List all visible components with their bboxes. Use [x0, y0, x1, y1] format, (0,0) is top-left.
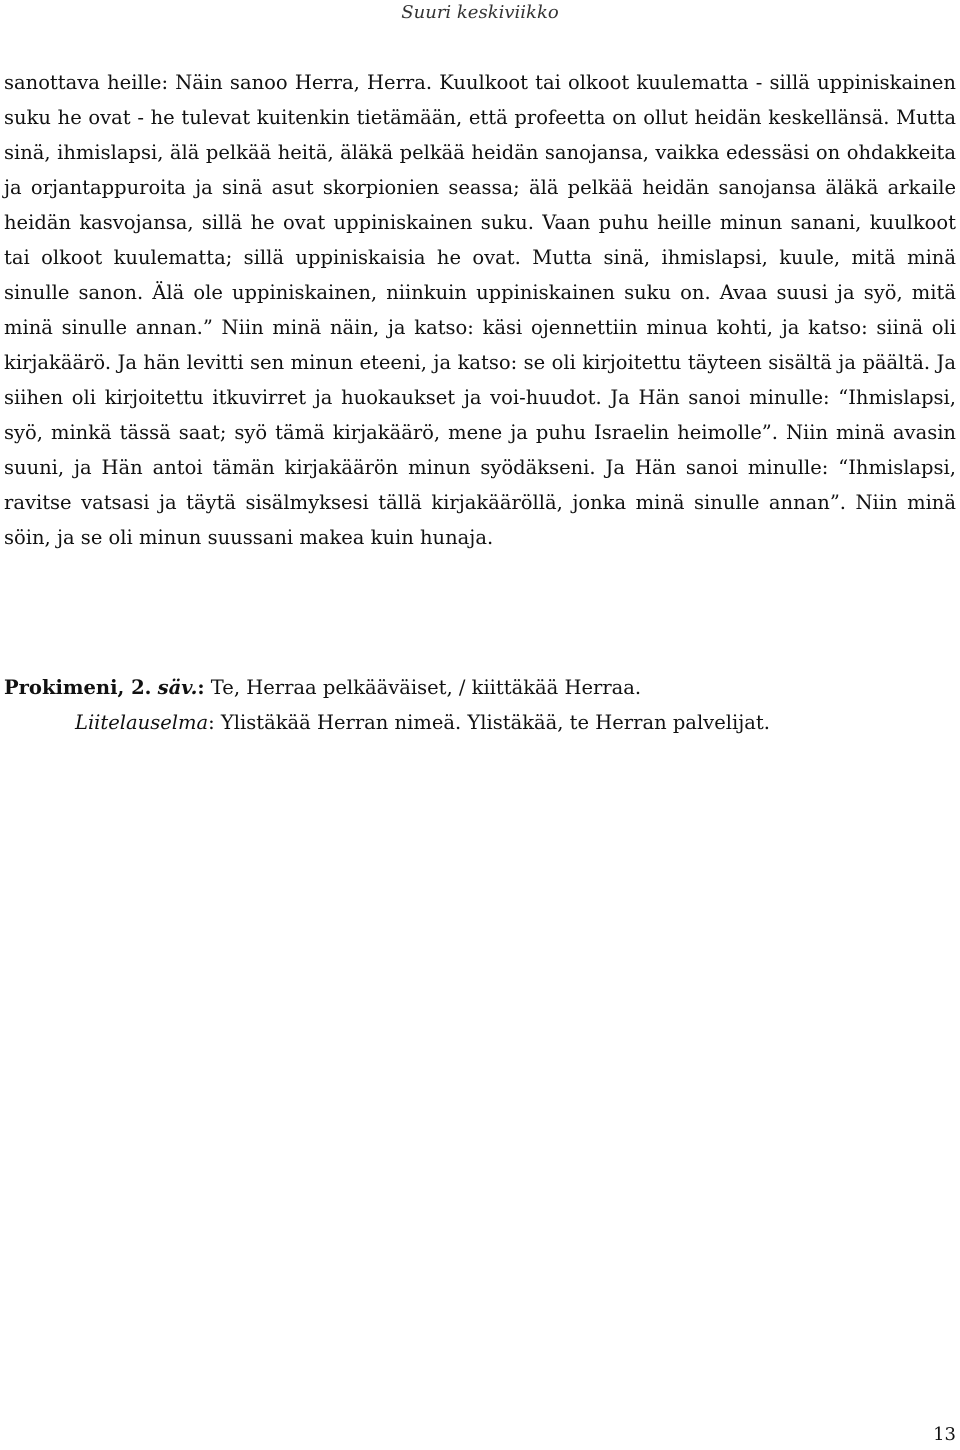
- liitelauselma-label: Liitelauselma: [75, 711, 209, 734]
- liitelauselma-line: [75, 705, 955, 740]
- reading-text-part-3: Vaan puhu heille minun sanani, kuulkoot tai olkoot kuulematta; sillä uppiniskaisia he ovat. Mutta sinä, ihmislapsi, kuule, mitä minä sinulle sanon. Älä ole uppiniskainen, niinkuin uppiniskainen suku on. Avaa suusi ja syö, mitä minä sinulle annan.” Niin minä näin, ja katso: käsi ojennettiin minua kohti, ja katso: siinä oli kirjakäärö. Ja hän levitti sen minun eteeni, ja katso: se oli kirjoitettu täyteen sisältä ja päältä. Ja siihen oli kirjoitettu itkuvirret ja huokaukset ja voi-huudot. Ja Hän sanoi minulle: “Ihmislapsi, syö, minkä tässä saat; syö tämä kirjakäärö, mene ja puhu Israelin heimolle”. Niin minä avasin suuni, ja Hän antoi tämän kirjakäärön minun syödäkseni. Ja Hän sanoi minulle: “Ihmislapsi, ravitse vatsasi ja täytä sisälmyksesi tällä kirjakääröllä, jonka minä sinulle annan”. Niin minä söin, ja se oli minun suussani makea kuin hunaja.: [4, 211, 956, 549]
- page-number: 13: [933, 1424, 956, 1445]
- reading-text-part-2: Mutta sinä, ihmislapsi, älä pelkää heitä, äläkä pelkää heidän sanojansa, vaikka edessäsi on ohdakkeita ja orjantappuroita ja sinä asut skorpionien seassa; älä pelkää heidän sanojansa äläkä arkaile heidän kasvojansa, sillä he ovat uppiniskainen suku.: [4, 106, 956, 234]
- liitelauselma-text: Ylistäkää Herran nimeä. Ylistäkää, te Herran palvelijat.: [214, 711, 770, 734]
- reading-paragraph: [4, 65, 956, 555]
- reading-text-part-1: sanottava heille: Näin sanoo Herra, Herra. Kuulkoot tai olkoot kuulematta - sillä uppiniskainen suku he ovat - he tulevat kuitenkin tietämään, että profeetta on ollut heidän keskellänsä.: [4, 71, 956, 129]
- prokimeni-text: Te, Herraa pelkääväiset, / kiittäkää Herraa.: [204, 676, 642, 699]
- liitelauselma-colon: :: [208, 711, 215, 734]
- prokimeni-label: Prokimeni, 2.: [4, 676, 152, 699]
- prokimeni-colon: :: [197, 676, 205, 699]
- running-header: [0, 2, 960, 23]
- prokimeni-line: [4, 670, 956, 705]
- prokimeni-tone-label: säv.: [157, 676, 198, 699]
- running-title: Suuri keskiviikko: [401, 2, 559, 23]
